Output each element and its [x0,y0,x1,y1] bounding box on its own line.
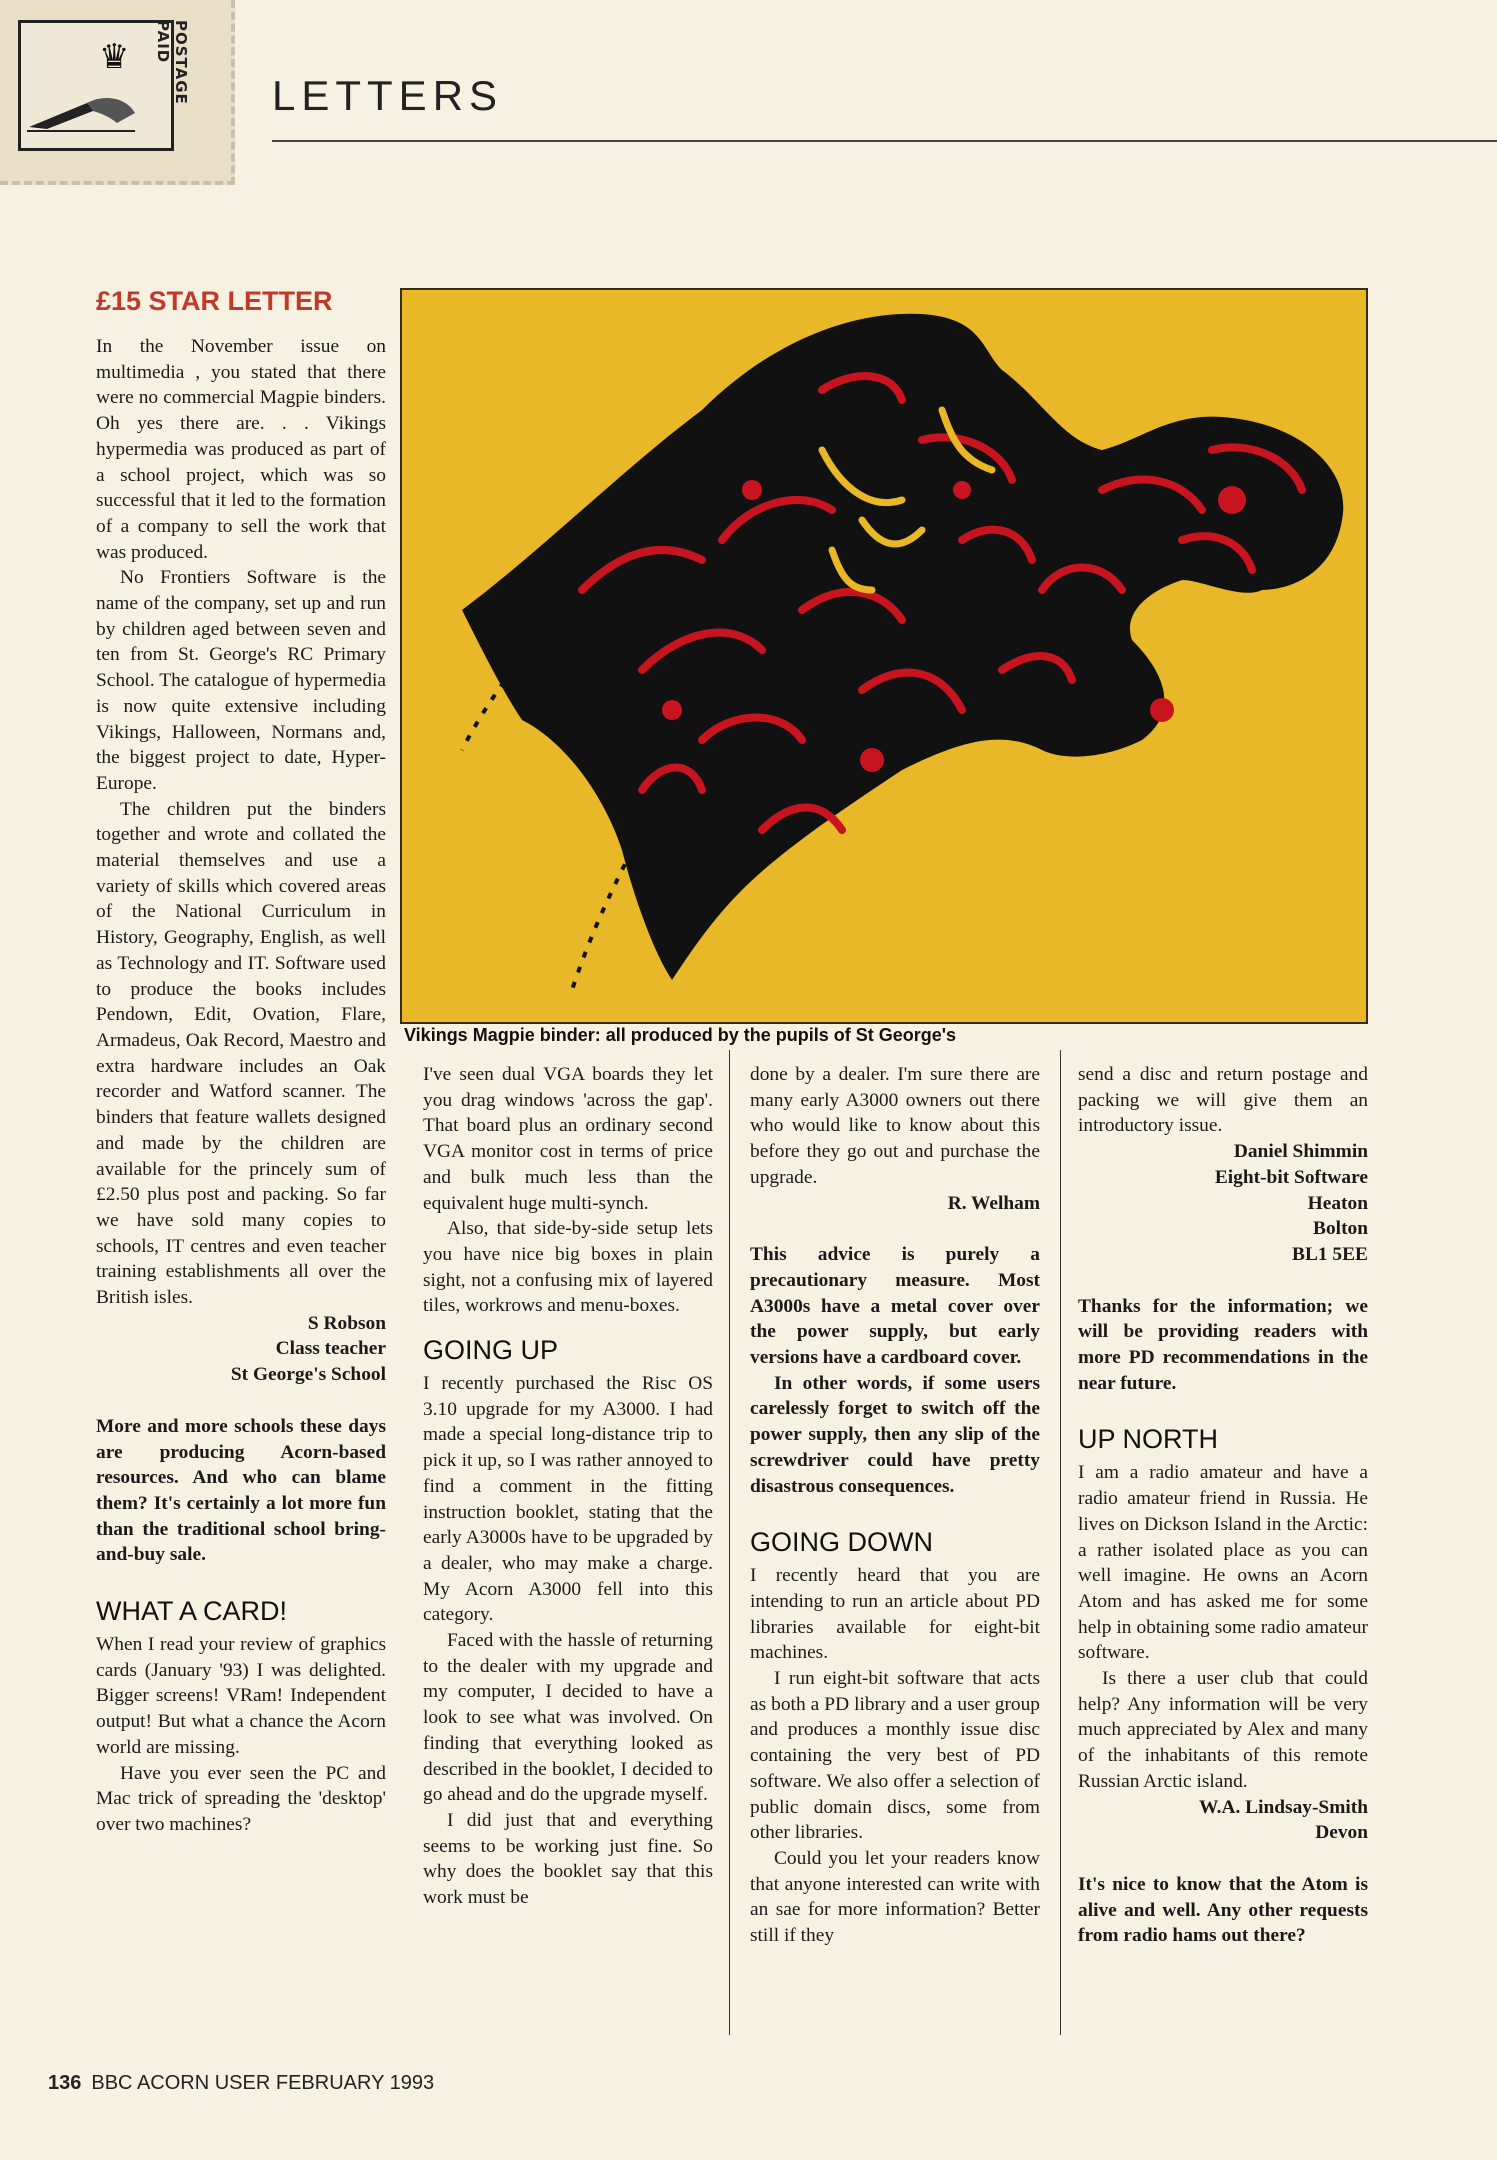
signature-line: Eight-bit Software [1214,1166,1368,1188]
vikings-binder-illustration [400,288,1368,1024]
page-number: 136 [48,2072,82,2094]
column-2 [423,1062,713,1911]
column-divider [1060,1050,1061,2035]
signature-line: S Robson [307,1312,386,1334]
signature-line: St George's School [230,1364,386,1386]
editor-reply [1078,1872,1368,1949]
letter-paragraph: In the November issue on multimedia , you stated that there were no commercial Magpie binders. Oh yes there are. . . Vikings hypermedia was produced as part of a school project, which was so successful that it led to the formation of a company to sell the work that was produced. [96,336,386,563]
stamp-frame [18,20,174,151]
letter-paragraph: I recently purchased the Risc OS 3.10 upgrade for my A3000. I had made a special long-distance trip to pick it up, so I was rather annoyed to find a comment in the fitting instruction booklet, stating that the early A3000s have to be upgraded by a dealer, who may make a charge. My Acorn A3000 fell into this category. [423,1373,713,1626]
letter-paragraph: Also, that side-by-side setup lets you have nice big boxes in plain sight, not a confusing mix of layered tiles, workrows and menu-boxes. [423,1218,713,1317]
editor-reply-text: Thanks for the information; we will be providing readers with more PD recommendations in the near future. [1078,1295,1368,1394]
writing-hand-icon [27,93,137,133]
postage-stamp-image [0,0,235,185]
signature-line: Daniel Shimmin [1233,1141,1368,1163]
signature-line: Heaton [1307,1192,1368,1214]
column-1 [96,284,386,1838]
page-footer [48,2072,434,2095]
letter-paragraph: Is there a user club that could help? Any information will be very much appreciated by Alex and many of the inhabitants of this remote Russian Arctic island. [1078,1668,1368,1792]
crown-icon: ♛ [99,37,130,77]
letter-paragraph: I am a radio amateur and have a radio amateur friend in Russia. He lives on Dickson Island in the Arctic: a rather isolated place as you can well imagine. He owns an Acorn Atom and has asked me for some help in obtaining some radio amateur software. [1078,1462,1368,1664]
going-up-heading: GOING UP [423,1335,559,1366]
column-3 [750,1062,1040,1949]
letter-paragraph: I've seen dual VGA boards they let you drag windows 'across the gap'. That board plus an ordinary second VGA monitor cost in terms of price and bulk much less than the equivalent huge multi-synch. [423,1064,713,1214]
column-4 [1078,1062,1368,1949]
letter-paragraph: send a disc and return postage and packing we will give them an introductory issue. [1078,1064,1368,1137]
letter-paragraph: No Frontiers Software is the name of the company, set up and run by children aged between seven and ten from St. George's RC Primary School. The catalogue of hypermedia is now quite extensive including Vikings, Halloween, Normans and, the biggest project to date, Hyper-Europe. [96,567,386,794]
column-divider [729,1050,730,2035]
letter-paragraph: I run eight-bit software that acts as both a PD library and a user group and produces a monthly issue disc containing the very best of PD software. We also offer a selection of public domain discs, some from other libraries. [750,1668,1040,1844]
letter-paragraph: done by a dealer. I'm sure there are many early A3000 owners out there who would like to know about this before they go out and purchase the upgrade. [750,1064,1040,1188]
letter-paragraph: Faced with the hassle of returning to the dealer with my upgrade and my computer, I decided to have a look to see what was involved. On finding that everything looked as described in the booklet, I decided to go ahead and do the upgrade myself. [423,1630,713,1806]
editor-reply-text: In other words, if some users carelessly forget to switch off the power supply, then any slip of the screwdriver could have pretty disastrous consequences. [750,1372,1040,1497]
signature-line: W.A. Lindsay-Smith [1198,1796,1368,1818]
editor-reply [1078,1294,1368,1397]
star-letter-heading: £15 STAR LETTER [96,286,333,316]
letter-paragraph: The children put the binders together and wrote and collated the material themselves and use a variety of skills which covered areas of the National Curriculum in History, Geography, English, as well as Technology and IT. Software used to produce the books includes Pendown, Edit, Ovation, Flare, Armadeus, Oak Record, Maestro and extra hardware includes an Oak recorder and Watford scanner. The binders that feature wallets designed and made by the children are available for the princely sum of £2.50 plus post and packing. So far we have sold many copies to schools, IT centres and even teacher training establishments all over the British isles. [96,798,386,1309]
up-north-heading: UP NORTH [1078,1424,1219,1455]
viking-ship-prow-image [402,290,1366,1022]
figure-caption: Vikings Magpie binder: all produced by the pupils of St George's [404,1025,957,1045]
letter-paragraph: Could you let your readers know that anyone interested can write with an sae for more information? Better still if they [750,1847,1040,1947]
signature-line: Bolton [1313,1218,1368,1240]
going-down-heading: GOING DOWN [750,1527,933,1558]
section-title: LETTERS [272,72,504,119]
letter-paragraph: Have you ever seen the PC and Mac trick of spreading the 'desktop' over two machines? [96,1762,386,1835]
editor-reply-text: More and more schools these days are producing Acorn-based resources. And who can blame them? It's certainly a lot more fun than the traditional school bring-and-buy sale. [96,1415,386,1566]
editor-reply [750,1242,1040,1499]
letter-paragraph: When I read your review of graphics cards (January '93) I was delighted. Bigger screens! VRam! Independent output! But what a chance the Acorn world are missing. [96,1634,386,1758]
signature-line: BL1 5EE [1292,1243,1368,1265]
signature-line: R. Welham [947,1192,1040,1214]
editor-reply-text: It's nice to know that the Atom is alive and well. Any other requests from radio hams out there? [1078,1873,1368,1947]
signature-line: Class teacher [275,1338,386,1360]
editor-reply [96,1414,386,1568]
what-a-card-heading: WHAT A CARD! [96,1596,288,1627]
publication-line: BBC ACORN USER FEBRUARY 1993 [91,2072,435,2094]
signature-line: Devon [1315,1822,1368,1844]
editor-reply-text: This advice is purely a precautionary measure. Most A3000s have a metal cover over the power supply, but early versions have a cardboard cover. [750,1244,1040,1369]
letter-paragraph: I did just that and everything seems to be working just fine. So why does the booklet say that this work must be [423,1809,713,1909]
postage-paid-text: POSTAGE PAID [154,20,190,105]
header-rule [272,140,1497,142]
letter-paragraph: I recently heard that you are intending to run an article about PD libraries available for eight-bit machines. [750,1565,1040,1664]
